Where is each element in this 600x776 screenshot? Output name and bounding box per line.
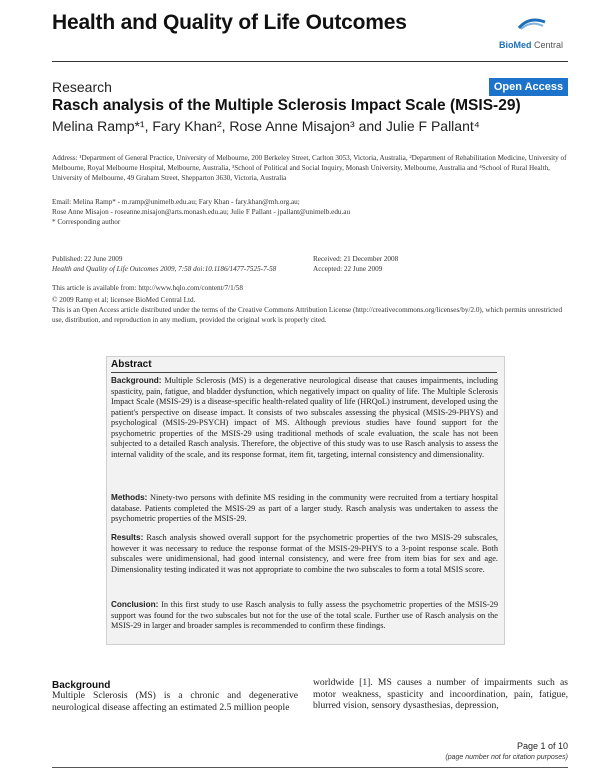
- abstract-conclusion: [111, 600, 498, 632]
- abstract-divider: [111, 372, 497, 373]
- citation-line: Health and Quality of Life Outcomes 2009, 7:58 doi:10.1186/1477-7525-7-58: [52, 265, 277, 273]
- abstract-results: [111, 533, 498, 575]
- abstract-heading: Abstract: [111, 359, 152, 370]
- corresponding-author: * Corresponding author: [52, 218, 121, 226]
- accepted-date: Accepted: 22 June 2009: [313, 265, 383, 273]
- background-heading: Background: [52, 680, 111, 691]
- abstract-conclusion-label: Conclusion:: [111, 600, 159, 609]
- logo-text: [499, 40, 563, 50]
- published-date: Published: 22 June 2009: [52, 255, 123, 263]
- available-url[interactable]: This article is available from: http://www.hqlo.com/content/7/1/58: [52, 284, 243, 292]
- abstract-conclusion-text: In this first study to use Rasch analysis to fully assess the psychometric properties of the MSIS-29 support was found for the two subscales but not for the use of the total scale. Further use of Rasch analysis on the MSIS-29 in larger and broader samples is recommended to confirm these findings.: [111, 600, 499, 630]
- logo-central: Central: [531, 40, 564, 50]
- email-line-1[interactable]: Email: Melina Ramp* - m.ramp@unimelb.edu.au; Fary Khan - fary.khan@mh.org.au;: [52, 198, 300, 206]
- page-note: (page number not for citation purposes): [445, 754, 568, 761]
- footer-divider: [52, 767, 568, 768]
- journal-title: Health and Quality of Life Outcomes: [52, 11, 407, 34]
- body-right-column: worldwide [1]. MS causes a number of impairments such as motor weakness, spasticity and incoordination, pain, fatigue, blurred vision, sensory dysasthesias, depression,: [313, 677, 568, 711]
- article-title: Rasch analysis of the Multiple Sclerosis Impact Scale (MSIS-29): [52, 97, 521, 114]
- abstract-methods-label: Methods:: [111, 493, 148, 502]
- biomed-central-logo[interactable]: [497, 18, 567, 54]
- article-type: Research: [52, 79, 112, 95]
- page-number: Page 1 of 10: [516, 741, 568, 751]
- license-text: This is an Open Access article distributed under the terms of the Creative Commons Attribution License (http://creativecommons.org/licenses/by/2.0), which permits unrestricted use, distribution, and reproduction in any medium, provided the original work is properly cited.: [52, 306, 563, 324]
- abstract-background-label: Background:: [111, 376, 162, 385]
- publication-info: [52, 254, 312, 274]
- affiliation-address: Address: ¹Department of General Practice, University of Melbourne, 200 Berkeley Street, Carlton 3053, Victoria, Australia, ²Department of Rehabilitation Medicine, University of Melbourne, Royal Melbourne Hospital, Melbourne, Australia, ³School of Political and Social Inquiry, Monash University, Melbourne, Australia and ⁴School of Rural Health, University of Melbourne, 49 Graham Street, Shepparton 3630, Victoria, Australia: [52, 154, 567, 182]
- header-divider: [52, 61, 568, 62]
- logo-bio: Bio: [499, 40, 514, 50]
- author-list: Melina Ramp*¹, Fary Khan², Rose Anne Misajon³ and Julie F Pallant⁴: [52, 118, 480, 134]
- abstract-background-text: Multiple Sclerosis (MS) is a degenerative neurological disease that causes impairments, including spasticity, pain, fatigue, and bladder dysfunction, which negatively impact on quality of life. The Multiple Sclerosis Impact Scale (MSIS-29) is a disease-specific health-related quality of life (HRQoL) instrument, developed using the patient's perspective on disease impact. It consists of two subscales assessing the physical (MSIS-29-PHYS) and psychological (MSIS-29-PSYCH) impact of MS. Although previous studies have found support for the psychometric properties of the MSIS-29 using traditional methods of scale evaluation, the scale has not been subjected to a detailed Rasch analysis. Therefore, the objective of this study was to use Rasch analysis to assess the internal validity of the scale, and its response format, item fit, targeting, internal consistency and dimensionality.: [111, 376, 498, 459]
- logo-swoosh-icon: [517, 18, 547, 30]
- abstract-methods-text: Ninety-two persons with definite MS residing in the community were recruited from a tertiary hospital database. Patients completed the MSIS-29 as part of a larger study. Rasch analysis was undertaken to assess the psychometric properties of the MSIS-29.: [111, 493, 498, 523]
- abstract-results-label: Results:: [111, 533, 144, 542]
- email-block: [52, 197, 568, 227]
- abstract-results-text: Rasch analysis showed overall support for the psychometric properties of the two MSIS-29 subscales, however it was necessary to reduce the response format of the MSIS-29-PHYS to a 3-point response scale. Both subscales were unidimensional, had good internal consistency, and were free from item bias for sex and age. Dimensionality testing indicated it was not appropriate to combine the two subscales to form a total MSIS score.: [111, 533, 499, 574]
- open-access-badge[interactable]: Open Access: [489, 78, 568, 96]
- received-info: [313, 254, 568, 274]
- abstract-background: [111, 376, 498, 460]
- logo-med: Med: [513, 40, 532, 50]
- copyright-line: © 2009 Ramp et al; licensee BioMed Central Ltd.: [52, 296, 196, 304]
- email-line-2[interactable]: Rose Anne Misajon - roseanne.misajon@arts.monash.edu.au; Julie F Pallant - jpallant@unimelb.edu.au: [52, 208, 351, 216]
- copyright-block: [52, 284, 568, 325]
- abstract-methods: [111, 493, 498, 525]
- received-date: Received: 21 December 2008: [313, 255, 399, 263]
- body-left-column: Multiple Sclerosis (MS) is a chronic and degenerative neurological disease affecting an estimated 2.5 million people: [52, 690, 298, 713]
